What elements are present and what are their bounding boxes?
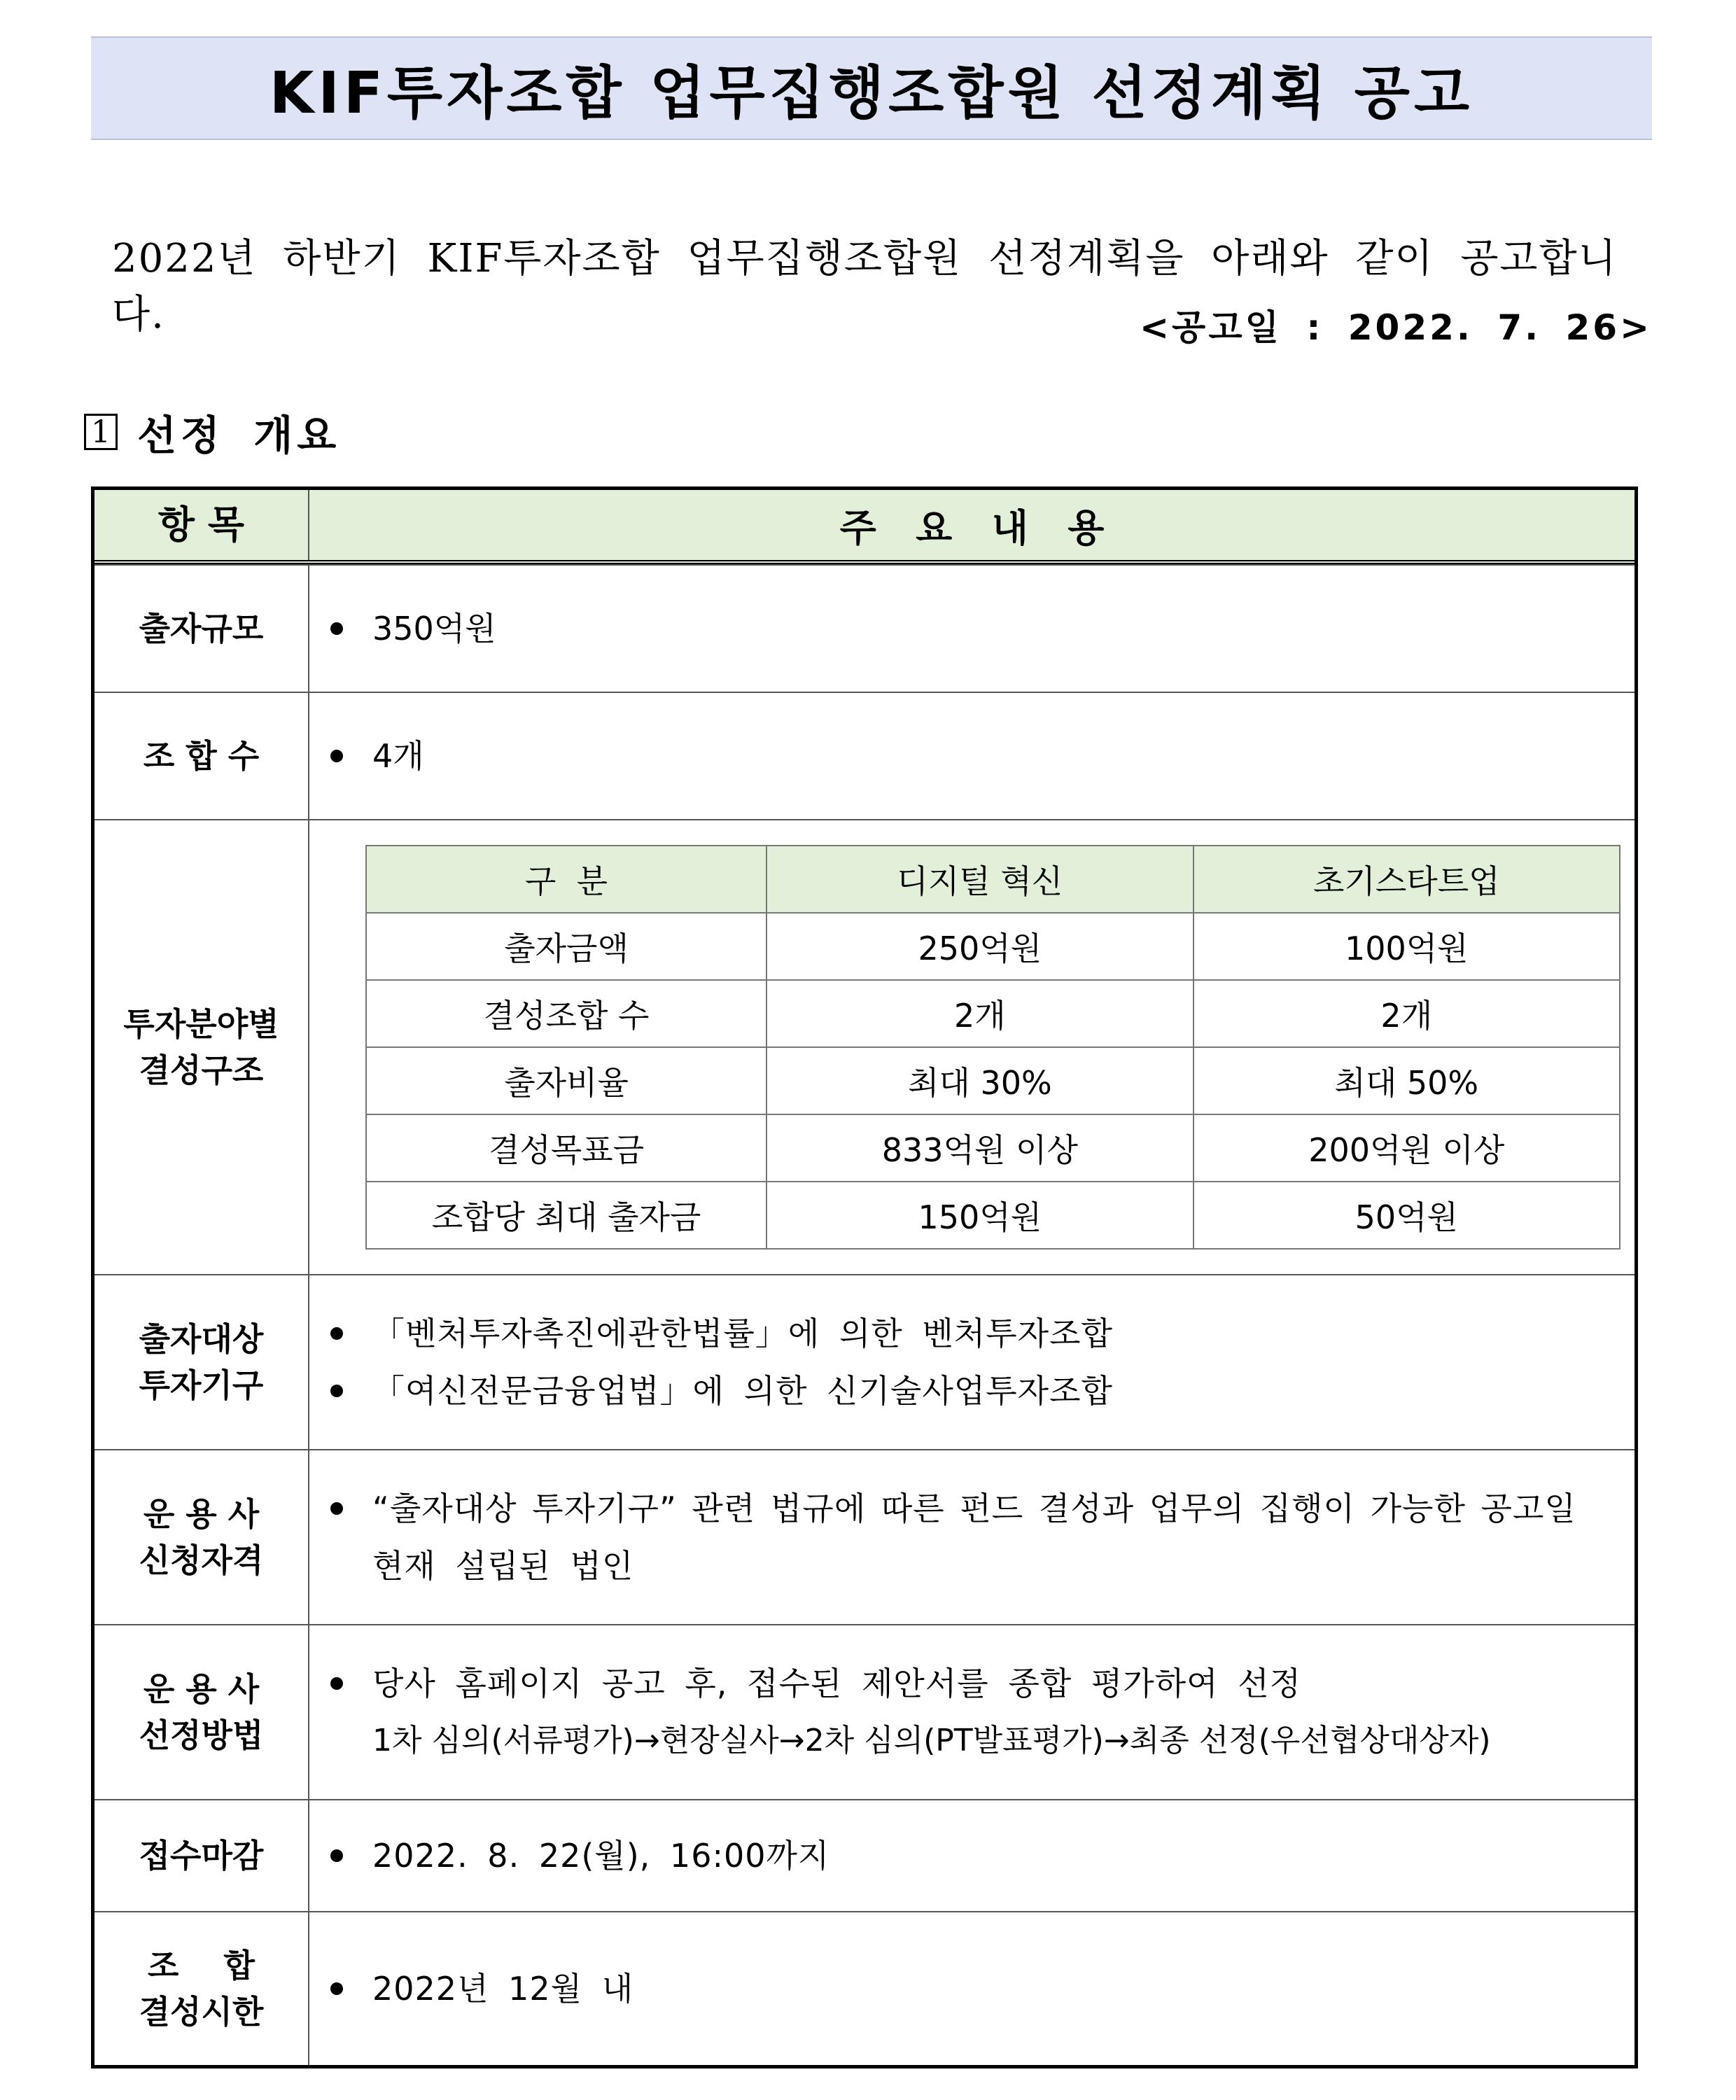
row-label: 운 용 사	[143, 1495, 260, 1533]
structure-cell: 조합당 최대 출자금	[366, 1182, 766, 1249]
table-row	[94, 1799, 1634, 1911]
structure-cell: 100억원	[1194, 913, 1620, 980]
structure-cell: 출자금액	[366, 913, 766, 980]
intro-text: 2022년 하반기 KIF투자조합 업무집행조합원 선정계획을 아래와 같이 공고합니다.	[112, 236, 1618, 337]
structure-cell: 출자비율	[366, 1047, 766, 1114]
count-value: 4개	[372, 737, 424, 775]
row-label: 결성시한	[139, 1993, 264, 2031]
table-row	[366, 1114, 1620, 1182]
structure-header: 초기스타트업	[1194, 846, 1620, 913]
table-row	[366, 1047, 1620, 1114]
bullet-icon	[330, 1502, 343, 1515]
structure-header-row	[366, 846, 1620, 913]
structure-header: 디지털 혁신	[766, 846, 1193, 913]
row-label: 투자기구	[139, 1366, 264, 1404]
table-row	[94, 1624, 1634, 1799]
table-row	[366, 913, 1620, 980]
page-title: KIF투자조합 업무집행조합원 선정계획 공고	[269, 59, 1474, 127]
table-header-row	[94, 490, 1634, 564]
table-row	[366, 980, 1620, 1047]
structure-header: 구 분	[366, 846, 766, 913]
deadline-value: 2022. 8. 22(월), 16:00까지	[372, 1837, 830, 1875]
structure-cell: 200억원 이상	[1194, 1114, 1620, 1182]
section-heading	[84, 402, 340, 461]
table-row	[94, 819, 1634, 1274]
table-row	[94, 692, 1634, 819]
structure-cell: 2개	[1194, 980, 1620, 1047]
structure-table	[365, 845, 1620, 1250]
eligibility-text: “출자대상 투자기구” 관련 법규에 따른 펀드 결성과 업무의 집행이 가능한 공고일	[372, 1490, 1576, 1527]
bullet-icon	[330, 1982, 343, 1995]
bullet-icon	[330, 1327, 343, 1340]
structure-cell: 최대 50%	[1194, 1047, 1620, 1114]
method-text: 당사 홈페이지 공고 후, 접수된 제안서를 종합 평가하여 선정	[372, 1665, 1302, 1702]
target-item: 「벤처투자촉진에관한법률」에 의한 벤처투자조합	[372, 1315, 1113, 1352]
table-row	[94, 564, 1634, 692]
row-label: 결성구조	[139, 1051, 264, 1089]
table-row	[94, 1274, 1634, 1449]
row-label: 운 용 사	[143, 1670, 260, 1708]
row-label: 신청자격	[139, 1541, 264, 1579]
structure-cell: 250억원	[766, 913, 1193, 980]
section-title: 선정 개요	[137, 412, 341, 459]
scale-value: 350억원	[372, 610, 496, 648]
bullet-icon	[330, 750, 343, 762]
structure-cell: 결성목표금	[366, 1114, 766, 1182]
row-label: 조 합 수	[94, 693, 309, 819]
target-item: 「여신전문금융업법」에 의한 신기술사업투자조합	[372, 1372, 1113, 1410]
bullet-icon	[330, 622, 343, 635]
method-steps: 1차 심의(서류평가)→현장실사→2차 심의(PT발표평가)→최종 선정(우선협상대상자)	[372, 1723, 1491, 1758]
title-banner	[91, 36, 1652, 140]
row-label: 출자대상	[139, 1320, 264, 1358]
formation-value: 2022년 12월 내	[372, 1970, 634, 2008]
structure-cell: 833억원 이상	[766, 1114, 1193, 1182]
header-item: 항 목	[94, 490, 309, 560]
structure-cell: 50억원	[1194, 1182, 1620, 1249]
structure-cell: 2개	[766, 980, 1193, 1047]
row-label: 접수마감	[94, 1800, 309, 1911]
table-row	[94, 1449, 1634, 1624]
row-label: 출자규모	[94, 566, 309, 692]
header-content: 주 요 내 용	[839, 505, 1105, 550]
bullet-icon	[330, 1849, 343, 1862]
bullet-icon	[330, 1385, 343, 1397]
row-label: 조 합	[148, 1947, 255, 1984]
row-label: 투자분야별	[123, 1005, 279, 1043]
overview-table	[91, 486, 1638, 2068]
section-number: 1	[84, 414, 118, 450]
structure-cell: 150억원	[766, 1182, 1193, 1249]
table-row	[366, 1182, 1620, 1249]
structure-cell: 최대 30%	[766, 1047, 1193, 1114]
row-label: 선정방법	[139, 1716, 264, 1754]
announcement-date: <공고일 : 2022. 7. 26>	[1140, 307, 1652, 348]
eligibility-text-cont: 현재 설립된 법인	[372, 1547, 634, 1585]
table-row	[94, 1911, 1634, 2065]
structure-cell: 결성조합 수	[366, 980, 766, 1047]
bullet-icon	[330, 1677, 343, 1690]
